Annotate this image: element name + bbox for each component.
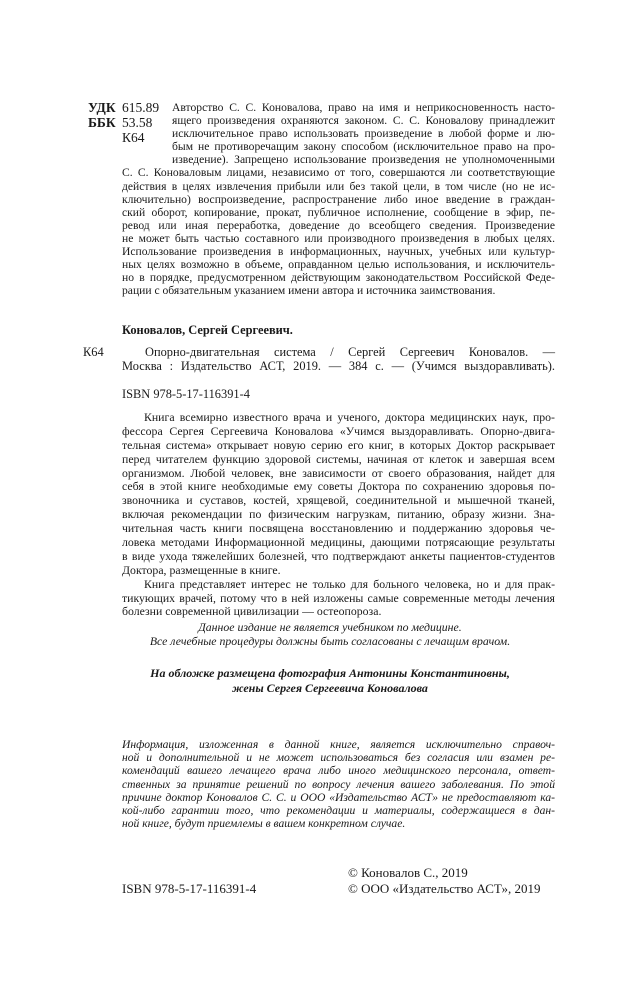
copyright-notice (122, 101, 555, 297)
text-line: действия в целях извлечения прибыли или без такой цели, в том числе (но не ис- (122, 179, 555, 193)
text-line: рации с обязательным указанием имени автора и источника заимствования. (122, 284, 496, 298)
text-line: чительная часть книги посвящена восстановлению и поддержанию здоровья че- (122, 521, 555, 536)
catalog-isbn: ISBN 978-5-17-116391-4 (122, 387, 250, 401)
text-line: ных целях возможно в объеме, оправданном целью использования, и исключитель- (122, 258, 555, 272)
text-line: не может быть частью составного или производного произведения в любых целях. (122, 231, 555, 245)
text-line: комендаций вашего лечащего врача либо иного медицинского персонала, ответ- (122, 764, 555, 778)
text-line: Авторство С. С. Коновалова, право на имя и неприкосновенность насто- (172, 101, 555, 114)
medical-notice-line: Данное издание не является учебником по медицине. (198, 620, 462, 634)
udk-label: УДК (88, 100, 116, 115)
text-line: тикующих врачей, потому что в ней изложены самые современные методы лечения (122, 590, 555, 605)
text-line: тельная система» открывает новую серию его книг, в которых Доктор раскрывает (122, 437, 555, 452)
text-line: ственных за принятие решений по вопросу лечения вашего заболевания. По этой (122, 777, 555, 791)
text-line: Книга всемирно известного врача и ученого, доктора медицинских наук, про- (144, 410, 555, 424)
copyright-publisher: © ООО «Издательство АСТ», 2019 (348, 881, 541, 896)
text-line: звоночника и суставов, костей, хрящевой, соединительной и мышечной тканей, (122, 493, 555, 508)
text-line: но в порядке, предусмотренном действующим законодательством Российской Феде- (122, 271, 555, 285)
text-line: ский оборот, копирование, прокат, публичное исполнение, сообщение в эфир, пе- (122, 205, 555, 219)
catalog-title-line: Опорно-двигательная система / Сергей Сергеевич Коновалов. — (145, 345, 555, 359)
text-line: бым не противоречащим закону способом (исключительное право на про- (172, 140, 555, 154)
cover-note-line: На обложке размещена фотография Антонины Константиновны, (150, 666, 510, 680)
text-line: себя в этой книге необходимые ему советы Доктора по сохранению здоровья по- (122, 479, 555, 494)
text-line: ной книге, будут приемлемы в вашем конкретном случае. (122, 817, 406, 831)
text-line: ной и дополнительной и не может использоваться без согласия или взамен ре- (122, 751, 555, 765)
text-line: ловека методами Информационной медицины, дающими потрясающие результаты (122, 535, 555, 550)
footer-isbn: ISBN 978-5-17-116391-4 (122, 881, 257, 896)
annotation (122, 411, 555, 619)
text-line: Доктора, размещенные в книге. (122, 562, 281, 577)
text-line: Использование произведения в информационных, научных, учебных или культур- (122, 245, 555, 259)
author-mark: К64 (122, 130, 145, 145)
catalog-title-line: Москва : Издательство АСТ, 2019. — 384 с. — (Учимся выздоравливать). (122, 359, 555, 373)
text-line: ящего произведения охраняются законом. С. С. Коновалову принадлежит (172, 114, 555, 128)
text-line: исключительное право использовать произведение в любой форме и лю- (172, 127, 555, 141)
text-line: Книга представляет интерес не только для больного человека, но и для прак- (144, 576, 555, 591)
text-line: изведение). Запрещено использование произведения не уполномоченными (172, 153, 555, 167)
disclaimer (122, 738, 555, 830)
text-line: болезни современной цивилизации — остеопороза. (122, 604, 382, 619)
text-line: Информация, изложенная в данной книге, является исключительно справоч- (122, 738, 555, 751)
text-line: включая рекомендации по физическим нагрузкам, питанию, образу жизни. Зна- (122, 507, 555, 522)
text-line: С. С. Коноваловым лицами, независимо от того, совершаются ли соответствующие (122, 166, 555, 180)
udk-value: 615.89 (122, 100, 160, 115)
text-line: перед читателем функцию здоровой системы, начиная от клеток и завершая всем (122, 451, 555, 466)
cover-note-line: жены Сергея Сергеевича Коновалова (232, 681, 428, 695)
text-line: в виде ухода тяжелейших болезней, что подтверждают анкеты пациентов-студентов (122, 548, 555, 563)
text-line: фессора Сергея Сергеевича Коновалова «Учимся выздоравливать. Опорно-двига- (122, 423, 555, 438)
copyright-author: © Коновалов С., 2019 (348, 865, 468, 880)
text-line: ключительно) воспроизведение, распространение либо иное введение в граждан- (122, 192, 555, 206)
catalog-author: Коновалов, Сергей Сергеевич. (122, 323, 293, 337)
catalog-mark: К64 (83, 345, 104, 359)
text-line: кой-либо гарантии того, что рекомендации и материалы, содержащиеся в дан- (122, 803, 555, 817)
text-line: ревод или иная переработка, доведение до всеобщего сведения. Произведение (122, 218, 555, 232)
text-line: причине доктор Коновалов С. С. и ООО «Издательство АСТ» не предоставляют ка- (122, 790, 555, 804)
bbk-value: 53.58 (122, 115, 153, 130)
text-line: организмом. Любой человек, вне зависимости от своего образования, найдет для (122, 465, 555, 480)
medical-notice-line: Все лечебные процедуры должны быть согласованы с лечащим врачом. (149, 634, 511, 648)
bbk-label: ББК (88, 115, 116, 130)
